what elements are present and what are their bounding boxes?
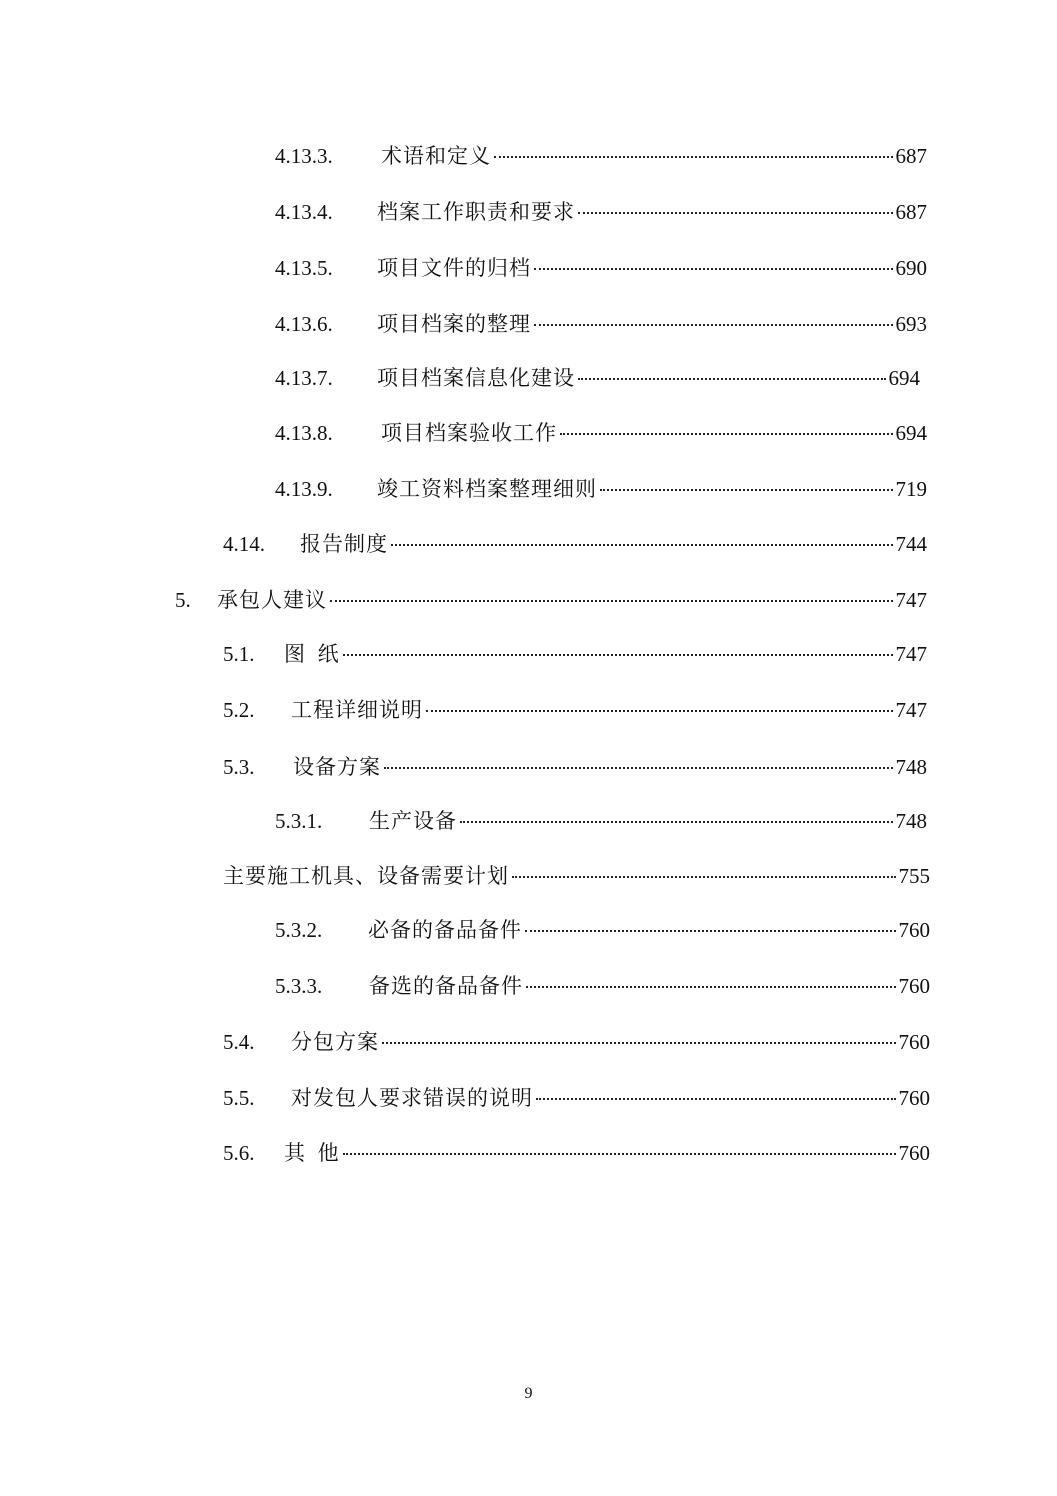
toc-entry-title: 设备方案 (293, 755, 381, 779)
toc-entry[interactable] (275, 310, 927, 338)
toc-entry-number: 5.3.2. (275, 918, 323, 942)
toc-entry-number: 4.13.4. (275, 200, 333, 224)
dot-leader (578, 378, 886, 380)
toc-entry-title: 术语和定义 (381, 144, 491, 168)
toc-entry[interactable] (223, 753, 927, 781)
toc-entry-title: 报告制度 (300, 532, 388, 556)
dot-leader (391, 544, 893, 546)
toc-entry-page: 747 (895, 698, 927, 722)
toc-entry-number: 4.14. (223, 532, 265, 556)
toc-entry-page: 760 (898, 1086, 930, 1110)
toc-entry-page: 690 (895, 256, 927, 280)
dot-leader (560, 433, 893, 435)
dot-leader (384, 767, 893, 769)
toc-entry-page: 748 (895, 809, 927, 833)
toc-entry-number: 5.5. (223, 1086, 255, 1110)
toc-entry-number: 5. (175, 588, 191, 612)
toc-entry-number: 5.2. (223, 698, 255, 722)
toc-entry-title: 主要施工机具、设备需要计划 (223, 864, 509, 888)
toc-entry[interactable] (223, 530, 927, 558)
toc-entry-title: 必备的备品备件 (368, 918, 522, 942)
toc-entry-title: 生产设备 (369, 809, 457, 833)
toc-entry-title: 备选的备品备件 (369, 974, 523, 998)
toc-entry-title: 工程详细说明 (291, 698, 423, 722)
toc-entry-title: 项目档案验收工作 (381, 421, 557, 445)
toc-entry-page: 760 (898, 918, 930, 942)
toc-entry-title: 分包方案 (291, 1030, 379, 1054)
toc-entry-page: 760 (898, 1030, 930, 1054)
toc-entry[interactable] (223, 862, 930, 890)
toc-entry-page: 760 (898, 1141, 930, 1165)
toc-entry-title: 项目文件的归档 (377, 256, 531, 280)
dot-leader (534, 324, 893, 326)
toc-entry[interactable] (275, 142, 927, 170)
dot-leader (536, 1098, 896, 1100)
toc-entry-page: 760 (898, 974, 930, 998)
toc-entry-title: 承包人建议 (217, 588, 327, 612)
dot-leader (578, 212, 893, 214)
toc-entry-page: 694 (888, 366, 920, 390)
toc-entry[interactable] (223, 1139, 930, 1167)
toc-entry[interactable] (275, 916, 930, 944)
toc-entry-number: 5.3.1. (275, 809, 323, 833)
toc-entry-number: 5.3. (223, 755, 255, 779)
toc-entry-page: 755 (898, 864, 930, 888)
toc-entry[interactable] (223, 1028, 930, 1056)
toc-entry[interactable] (223, 696, 927, 724)
toc-entry-title: 项目档案的整理 (377, 312, 531, 336)
toc-entry-page: 744 (895, 532, 927, 556)
toc-entry[interactable] (223, 1084, 930, 1112)
toc-entry-number: 4.13.9. (275, 477, 333, 501)
toc-entry-number: 4.13.5. (275, 256, 333, 280)
toc-entry[interactable] (275, 972, 930, 1000)
toc-entry-page: 693 (895, 312, 927, 336)
toc-entry[interactable] (275, 807, 927, 835)
toc-entry-title: 图 纸 (284, 642, 340, 666)
toc-entry-title: 项目档案信息化建设 (377, 366, 575, 390)
toc-entry-number: 5.3.3. (275, 974, 323, 998)
toc-entry-page: 747 (895, 588, 927, 612)
dot-leader (494, 156, 893, 158)
toc-entry[interactable] (175, 586, 927, 614)
dot-leader (382, 1042, 896, 1044)
toc-entry-page: 748 (895, 755, 927, 779)
toc-entry-title: 其 他 (284, 1141, 340, 1165)
toc-entry[interactable] (275, 198, 927, 226)
toc-entry-title: 档案工作职责和要求 (377, 200, 575, 224)
dot-leader (343, 1153, 896, 1155)
toc-entry[interactable] (223, 640, 927, 668)
toc-entry-page: 694 (895, 421, 927, 445)
dot-leader (460, 821, 893, 823)
dot-leader (600, 489, 893, 491)
toc-entry[interactable] (275, 475, 927, 503)
toc-entry-page: 747 (895, 642, 927, 666)
dot-leader (525, 930, 896, 932)
toc-entry-number: 4.13.7. (275, 366, 333, 390)
toc-entry[interactable] (275, 254, 927, 282)
dot-leader (526, 986, 896, 988)
toc-entry-page: 687 (895, 144, 927, 168)
toc-entry-number: 5.1. (223, 642, 255, 666)
toc-entry[interactable] (275, 419, 927, 447)
toc-entry-number: 5.4. (223, 1030, 255, 1054)
dot-leader (330, 600, 893, 602)
toc-entry-page: 687 (895, 200, 927, 224)
toc-entry-title: 竣工资料档案整理细则 (377, 477, 597, 501)
dot-leader (512, 876, 896, 878)
toc-entry-number: 4.13.6. (275, 312, 333, 336)
page-number: 9 (524, 1385, 533, 1402)
toc-entry-number: 4.13.8. (275, 421, 333, 445)
toc-entry[interactable] (275, 364, 920, 392)
dot-leader (534, 268, 893, 270)
dot-leader (426, 710, 893, 712)
toc-entry-title: 对发包人要求错误的说明 (291, 1086, 533, 1110)
toc-entry-number: 4.13.3. (275, 144, 333, 168)
toc-entry-page: 719 (895, 477, 927, 501)
toc-entry-number: 5.6. (223, 1141, 255, 1165)
dot-leader (343, 654, 893, 656)
